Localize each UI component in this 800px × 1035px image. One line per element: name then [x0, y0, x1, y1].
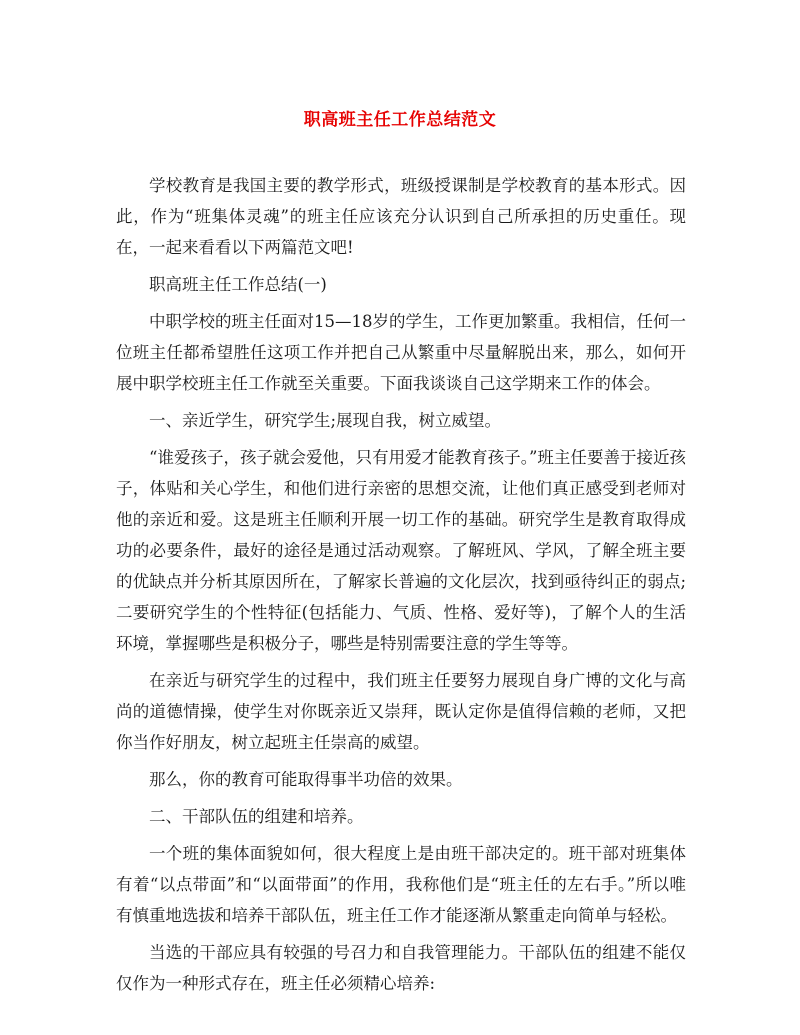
- paragraph: 一个班的集体面貌如何，很大程度上是由班干部决定的。班干部对班集体有着“以点带面”和“以面带面”的作用，我称他们是“班主任的左右手。”所以唯有慎重地选拔和培养干部队伍，班主任工作才能逐渐从繁重走向简单与轻松。: [116, 844, 686, 925]
- paragraph: 在亲近与研究学生的过程中，我们班主任要努力展现自身广博的文化与高尚的道德情操，使学生对你既亲近又崇拜，既认定你是值得信赖的老师，又把你当作好朋友，树立起班主任崇高的威望。: [116, 671, 686, 752]
- paragraph: 当选的干部应具有较强的号召力和自我管理能力。干部队伍的组建不能仅仅作为一种形式存在，班主任必须精心培养:: [116, 943, 686, 993]
- document-title: 职高班主任工作总结范文: [303, 110, 497, 130]
- subsection-heading-1: 一、亲近学生，研究学生;展现自我，树立威望。: [149, 411, 502, 430]
- paragraph: 中职学校的班主任面对15—18岁的学生，工作更加繁重。我相信，任何一位班主任都希望胜任这项工作并把自己从繁重中尽量解脱出来，那么，如何开展中职学校班主任工作就至关重要。下面我谈谈自己这学期来工作的体会。: [116, 312, 686, 393]
- paragraph: “谁爱孩子，孩子就会爱他，只有用爱才能教育孩子。”班主任要善于接近孩子，体贴和关心学生，和他们进行亲密的思想交流，让他们真正感受到老师对他的亲近和爱。这是班主任顺利开展一切工作的基础。研究学生是教育取得成功的必要条件，最好的途径是通过活动观察。了解班风、学风，了解全班主要的优缺点并分析其原因所在，了解家长普遍的文化层次，找到亟待纠正的弱点;二要研究学生的个性特征(包括能力、气质、性格、爱好等)，了解个人的生活环境，掌握哪些是积极分子，哪些是特别需要注意的学生等等。: [116, 448, 686, 653]
- paragraph: 那么，你的教育可能取得事半功倍的效果。: [149, 770, 463, 789]
- subsection-heading-2: 二、干部队伍的组建和培养。: [149, 807, 364, 826]
- section-heading-1: 职高班主任工作总结(一): [149, 275, 327, 294]
- document-body: [116, 170, 686, 1005]
- paragraph-intro: 学校教育是我国主要的教学形式，班级授课制是学校教育的基本形式。因此，作为“班集体灵魂”的班主任应该充分认识到自己所承担的历史重任。现在，一起来看看以下两篇范文吧!: [116, 176, 686, 257]
